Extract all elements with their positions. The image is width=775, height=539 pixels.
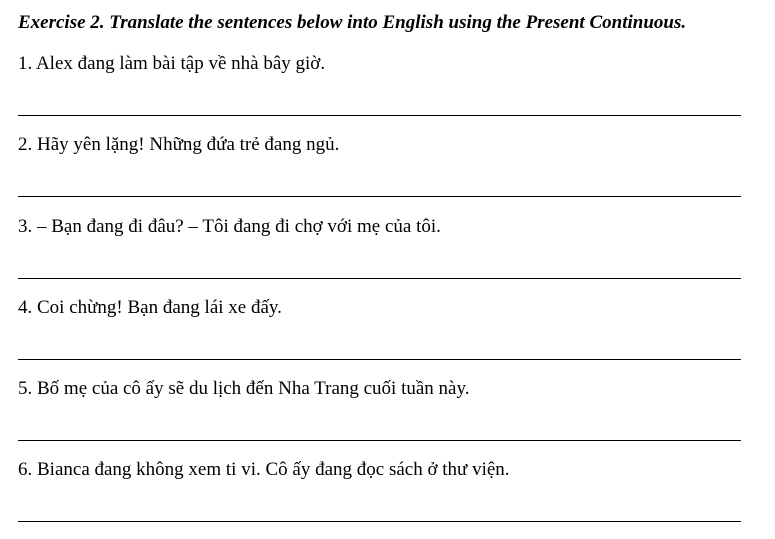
exercise-item-1: [18, 53, 742, 133]
sentence-4: 4. Coi chừng! Bạn đang lái xe đấy.: [18, 297, 282, 318]
sentence-6: 6. Bianca đang không xem ti vi. Cô ấy đang đọc sách ở thư viện.: [18, 459, 510, 480]
exercise-item-6: [18, 459, 742, 539]
sentence-3: 3. – Bạn đang đi đâu? – Tôi đang đi chợ với mẹ của tôi.: [18, 216, 441, 237]
answer-line-6[interactable]: [18, 521, 741, 522]
exercise-title: Exercise 2. Translate the sentences below into English using the Present Continuous.: [18, 12, 687, 33]
answer-line-1[interactable]: [18, 115, 741, 116]
exercise-item-4: [18, 297, 742, 377]
answer-line-2[interactable]: [18, 196, 741, 197]
answer-line-5[interactable]: [18, 440, 741, 441]
exercise-item-5: [18, 378, 742, 458]
sentence-1: 1. Alex đang làm bài tập về nhà bây giờ.: [18, 53, 326, 74]
sentence-2: 2. Hãy yên lặng! Những đứa trẻ đang ngủ.: [18, 134, 340, 155]
answer-line-4[interactable]: [18, 359, 741, 360]
exercise-item-2: [18, 134, 742, 214]
answer-line-3[interactable]: [18, 278, 741, 279]
sentence-5: 5. Bố mẹ của cô ấy sẽ du lịch đến Nha Trang cuối tuần này.: [18, 378, 470, 399]
exercise-item-3: [18, 216, 742, 296]
